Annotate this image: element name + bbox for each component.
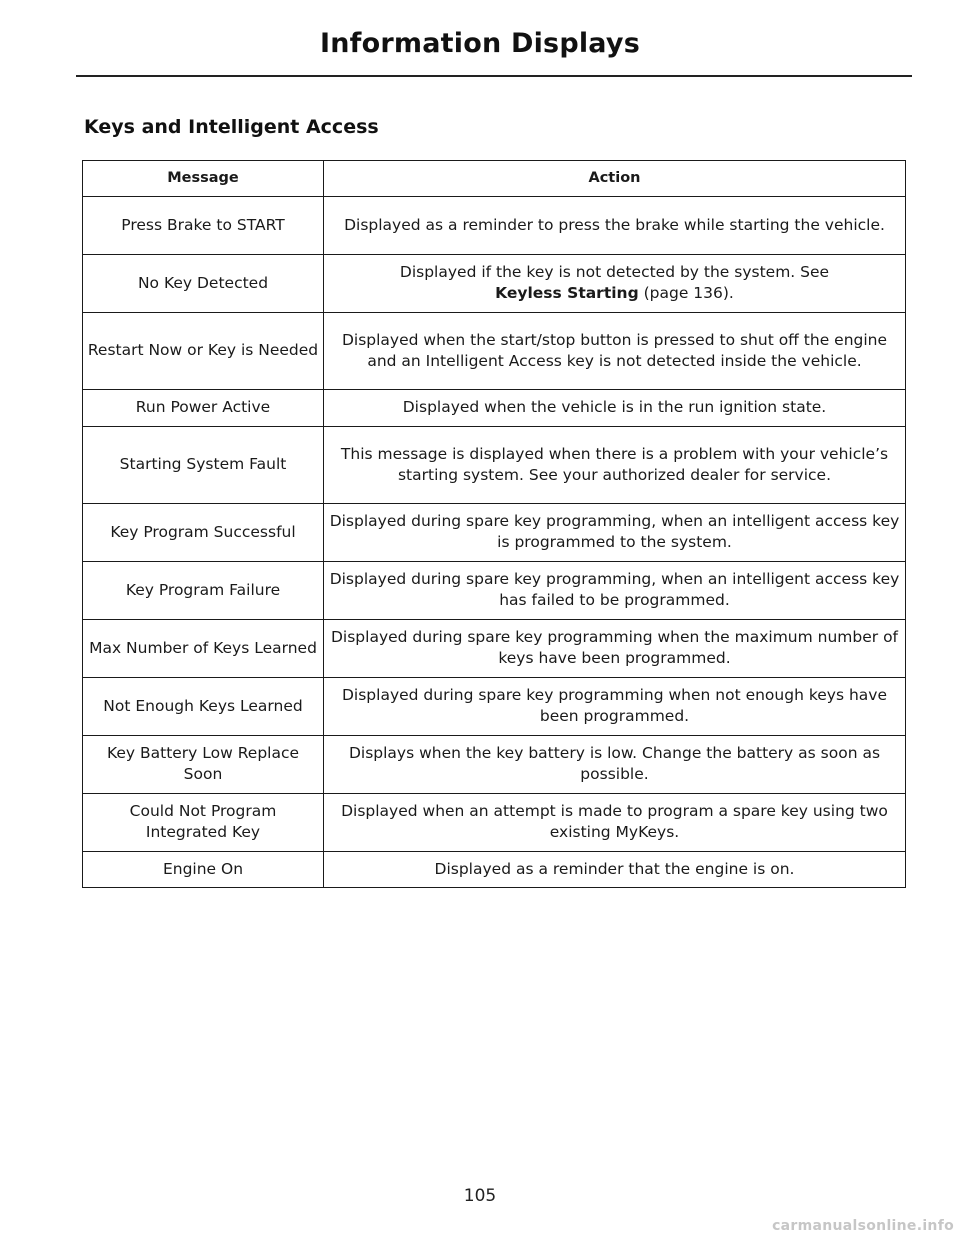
messages-table (82, 160, 906, 888)
action-text: Displayed if the key is not detected by the system. See (399, 263, 830, 281)
table-row (83, 197, 906, 255)
message-cell: Could Not Program Integrated Key (83, 794, 324, 852)
action-cell: Displayed as a reminder to press the brake while starting the vehicle. (324, 197, 906, 255)
message-cell: Key Program Failure (83, 562, 324, 620)
table-row (83, 620, 906, 678)
action-cell: Displayed during spare key programming when the maximum number of keys have been programmed. (324, 620, 906, 678)
page-title: Information Displays (320, 28, 640, 59)
action-cell: Displayed during spare key programming, when an intelligent access key is programmed to the system. (324, 504, 906, 562)
table-row (83, 313, 906, 390)
page-number: 105 (463, 1186, 497, 1206)
action-cell: Displayed when an attempt is made to program a spare key using two existing MyKeys. (324, 794, 906, 852)
table-row (83, 390, 906, 427)
message-cell: No Key Detected (83, 255, 324, 313)
message-cell: Not Enough Keys Learned (83, 678, 324, 736)
section-heading: Keys and Intelligent Access (84, 116, 379, 138)
message-cell: Max Number of Keys Learned (83, 620, 324, 678)
header-divider (76, 75, 912, 77)
message-cell: Press Brake to START (83, 197, 324, 255)
page-reference: (page 136). (638, 284, 734, 302)
watermark: carmanualsonline.info (772, 1218, 954, 1234)
table-row (83, 427, 906, 504)
action-cell: Displayed as a reminder that the engine is on. (324, 852, 906, 888)
message-cell: Engine On (83, 852, 324, 888)
cross-reference-link[interactable]: Keyless Starting (495, 284, 639, 302)
message-cell: Starting System Fault (83, 427, 324, 504)
table-row (83, 504, 906, 562)
table-row (83, 562, 906, 620)
message-cell: Key Battery Low Replace Soon (83, 736, 324, 794)
column-header-action: Action (324, 161, 906, 197)
table-row (83, 794, 906, 852)
table-row (83, 678, 906, 736)
message-cell: Restart Now or Key is Needed (83, 313, 324, 390)
action-cell: Displayed during spare key programming, when an intelligent access key has failed to be programmed. (324, 562, 906, 620)
message-cell: Run Power Active (83, 390, 324, 427)
table-row (83, 736, 906, 794)
table-header-row (83, 161, 906, 197)
action-cell: Displayed when the start/stop button is pressed to shut off the engine and an Intelligent Access key is not detected inside the vehicle. (324, 313, 906, 390)
table-row (83, 255, 906, 313)
action-cell: Displays when the key battery is low. Change the battery as soon as possible. (324, 736, 906, 794)
action-cell: This message is displayed when there is a problem with your vehicle’s starting system. See your authorized dealer for service. (324, 427, 906, 504)
action-cell (324, 255, 906, 313)
message-cell: Key Program Successful (83, 504, 324, 562)
column-header-message: Message (83, 161, 324, 197)
action-cell: Displayed during spare key programming when not enough keys have been programmed. (324, 678, 906, 736)
table-row (83, 852, 906, 888)
action-cell: Displayed when the vehicle is in the run ignition state. (324, 390, 906, 427)
